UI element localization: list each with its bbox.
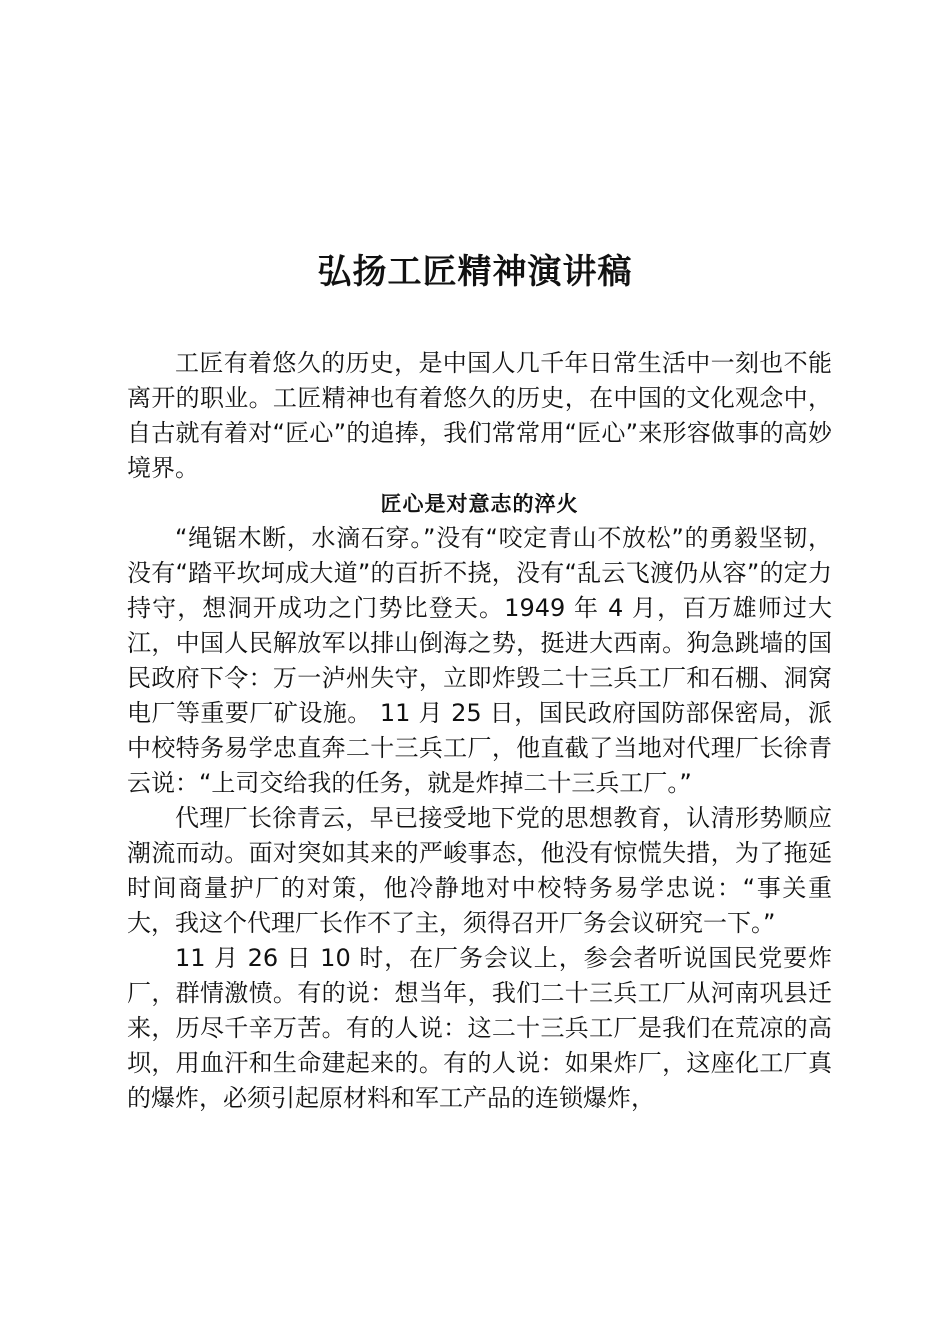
document-body [127, 346, 832, 1116]
paragraph-manager: 代理厂长徐青云，早已接受地下党的思想教育，认清形势顺应潮流而动。面对突如其来的严峻事态，他没有惊慌失措，为了拖延时间商量护厂的对策，他冷静地对中校特务易学忠说：“事关重大，我这个代理厂长作不了主，须得召开厂务会议研究一下。” [127, 804, 832, 937]
paragraph-meeting: 11 月 26 日 10 时，在厂务会议上，参会者听说国民党要炸厂，群情激愤。有的说：想当年，我们二十三兵工厂从河南巩县迁来，历尽千辛万苦。有的人说：这二十三兵工厂是我们在荒凉的高坝，用血汗和生命建起来的。有的人说：如果炸厂，这座化工厂真的爆炸，必须引起原材料和军工产品的连锁爆炸， [127, 944, 832, 1112]
section-heading: 匠心是对意志的淬火 [380, 491, 579, 516]
paragraph-intro: 工匠有着悠久的历史，是中国人几千年日常生活中一刻也不能离开的职业。工匠精神也有着悠久的历史，在中国的文化观念中，自古就有着对“匠心”的追捧，我们常常用“匠心”来形容做事的高妙境界。 [127, 349, 832, 482]
document-title: 弘扬工匠精神演讲稿 [317, 252, 633, 292]
paragraph-story: “绳锯木断，水滴石穿。”没有“咬定青山不放松”的勇毅坚韧，没有“踏平坎坷成大道”的百折不挠，没有“乱云飞渡仍从容”的定力持守，想洞开成功之门势比登天。1949 年 4 月，百万雄师过大江，中国人民解放军以排山倒海之势，挺进大西南。狗急跳墙的国民政府下令：万一泸州失守，立即炸毁二十三兵工厂和石棚、洞窝电厂等重要厂矿设施。 11 月 25 日，国民政府国防部保密局，派中校特务易学忠直奔二十三兵工厂，他直截了当地对代理厂长徐青云说：“上司交给我的任务，就是炸掉二十三兵工厂。” [127, 524, 832, 797]
